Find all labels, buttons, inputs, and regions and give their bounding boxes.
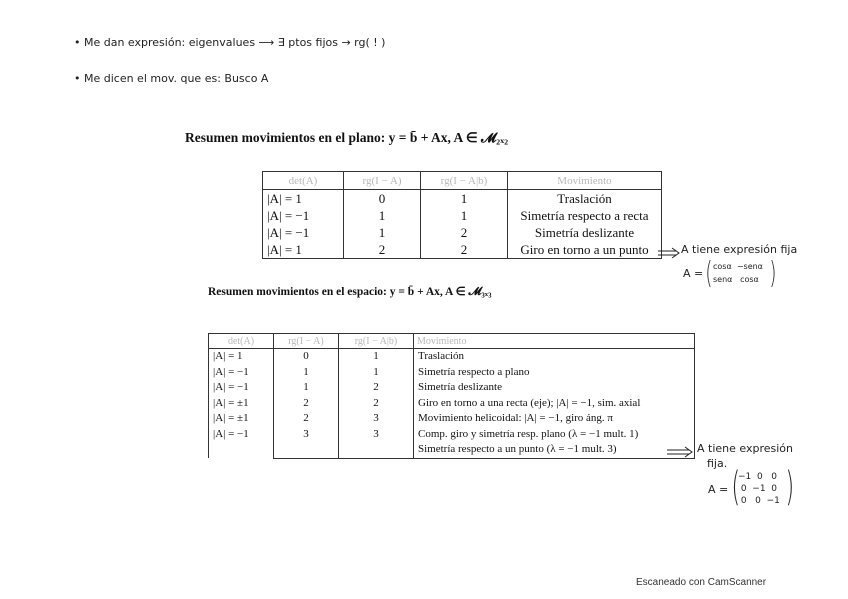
- table-cell: Comp. giro y simetría resp. plano (λ = −1 mult. 1): [414, 427, 695, 443]
- matrix-row-3: 0 0 −1: [738, 496, 780, 506]
- table-cell: |A| = −1: [263, 207, 344, 224]
- left-paren-icon: (: [705, 256, 713, 291]
- table-row: [263, 207, 662, 224]
- table-cell: 3: [274, 427, 339, 443]
- note-line-2: • Me dicen el mov. que es: Busco A: [74, 72, 269, 85]
- left-paren-icon: (: [731, 464, 741, 510]
- plane-header-rank-augmented: rg(I − A|b): [421, 172, 508, 190]
- plane-header-movement: Movimiento: [508, 172, 662, 190]
- table-cell: 2: [274, 411, 339, 427]
- space-table-header-row: [209, 334, 695, 349]
- space-annotation-line-1: A tiene expresión: [697, 442, 793, 455]
- plane-table-header-row: [263, 172, 662, 190]
- matrix-label: A =: [683, 267, 704, 280]
- table-cell: 3: [339, 427, 414, 443]
- plane-annotation: A tiene expresión fija: [681, 243, 798, 256]
- table-cell: Giro en torno a un punto: [508, 241, 662, 259]
- space-header-det: det(A): [209, 334, 274, 349]
- table-cell: 2: [421, 241, 508, 259]
- table-cell: |A| = 1: [263, 190, 344, 208]
- space-header-rank-augmented: rg(I − A|b): [339, 334, 414, 349]
- table-cell: 2: [274, 396, 339, 412]
- plane-table: [262, 171, 662, 259]
- table-row: [209, 427, 695, 443]
- scanner-watermark: Escaneado con CamScanner: [636, 577, 767, 588]
- table-cell: 3: [339, 411, 414, 427]
- table-cell: 1: [274, 365, 339, 381]
- matrix-label: A =: [708, 483, 729, 496]
- table-cell: 1: [421, 190, 508, 208]
- matrix-row-2: senα cosα: [713, 275, 759, 284]
- table-cell: 2: [344, 241, 421, 259]
- table-cell: |A| = −1: [263, 224, 344, 241]
- table-row: [263, 190, 662, 208]
- table-cell: Giro en torno a una recta (eje); |A| = −1, sim. axial: [414, 396, 695, 412]
- plane-matrix: [683, 256, 793, 292]
- table-row: [209, 396, 695, 412]
- table-cell: Simetría respecto a plano: [414, 365, 695, 381]
- table-cell: 2: [421, 224, 508, 241]
- note-line-1: • Me dan expresión: eigenvalues ⟶ ∃ ptos fijos → rg( ! ): [74, 36, 386, 49]
- table-row: [209, 442, 695, 458]
- table-row: [209, 380, 695, 396]
- table-cell: Simetría respecto a recta: [508, 207, 662, 224]
- table-cell: |A| = 1: [209, 349, 274, 365]
- plane-header-rank: rg(I − A): [344, 172, 421, 190]
- arrow-right-icon: [667, 447, 693, 457]
- table-cell: |A| = ±1: [209, 396, 274, 412]
- matrix-row-1: cosα −senα: [713, 262, 763, 271]
- table-cell: 1: [421, 207, 508, 224]
- table-cell: |A| = −1: [209, 380, 274, 396]
- table-cell: 0: [344, 190, 421, 208]
- table-cell: 1: [339, 365, 414, 381]
- table-row: [209, 365, 695, 381]
- table-cell: 1: [344, 207, 421, 224]
- table-cell: 1: [339, 349, 414, 365]
- space-matrix: [708, 464, 798, 512]
- table-cell: [209, 442, 274, 458]
- table-cell: 2: [339, 396, 414, 412]
- table-cell: Simetría deslizante: [508, 224, 662, 241]
- table-cell: [274, 442, 339, 458]
- space-annotation-line-2: fija.: [707, 457, 728, 470]
- space-header-rank: rg(I − A): [274, 334, 339, 349]
- table-cell: Simetría deslizante: [414, 380, 695, 396]
- table-cell: |A| = −1: [209, 365, 274, 381]
- table-row: [209, 349, 695, 365]
- table-cell: 1: [274, 380, 339, 396]
- right-paren-icon: ): [769, 256, 777, 291]
- table-row: [263, 241, 662, 259]
- arrow-right-icon: [658, 248, 680, 258]
- space-table: [208, 333, 695, 459]
- table-cell: [339, 442, 414, 458]
- plane-header-det: det(A): [263, 172, 344, 190]
- space-title: Resumen movimientos en el espacio: y = b̄ + Ax, A ∈ 𝓜₃ₓ₃: [208, 286, 492, 298]
- table-cell: |A| = 1: [263, 241, 344, 259]
- table-cell: |A| = ±1: [209, 411, 274, 427]
- table-cell: |A| = −1: [209, 427, 274, 443]
- table-cell: Movimiento helicoidal: |A| = −1, giro áng. π: [414, 411, 695, 427]
- matrix-row-1: −1 0 0: [738, 472, 778, 482]
- matrix-row-2: 0 −1 0: [738, 484, 778, 494]
- space-header-movement: Movimiento: [414, 334, 695, 349]
- table-cell: Traslación: [414, 349, 695, 365]
- plane-title: Resumen movimientos en el plano: y = b̄ + Ax, A ∈ 𝓜₂ₓ₂: [185, 130, 509, 145]
- table-cell: Traslación: [508, 190, 662, 208]
- right-paren-icon: ): [785, 464, 795, 510]
- table-row: [263, 224, 662, 241]
- table-cell: 1: [344, 224, 421, 241]
- table-cell: Simetría respecto a un punto (λ = −1 mult. 3): [414, 442, 695, 458]
- table-cell: 0: [274, 349, 339, 365]
- table-cell: 2: [339, 380, 414, 396]
- table-row: [209, 411, 695, 427]
